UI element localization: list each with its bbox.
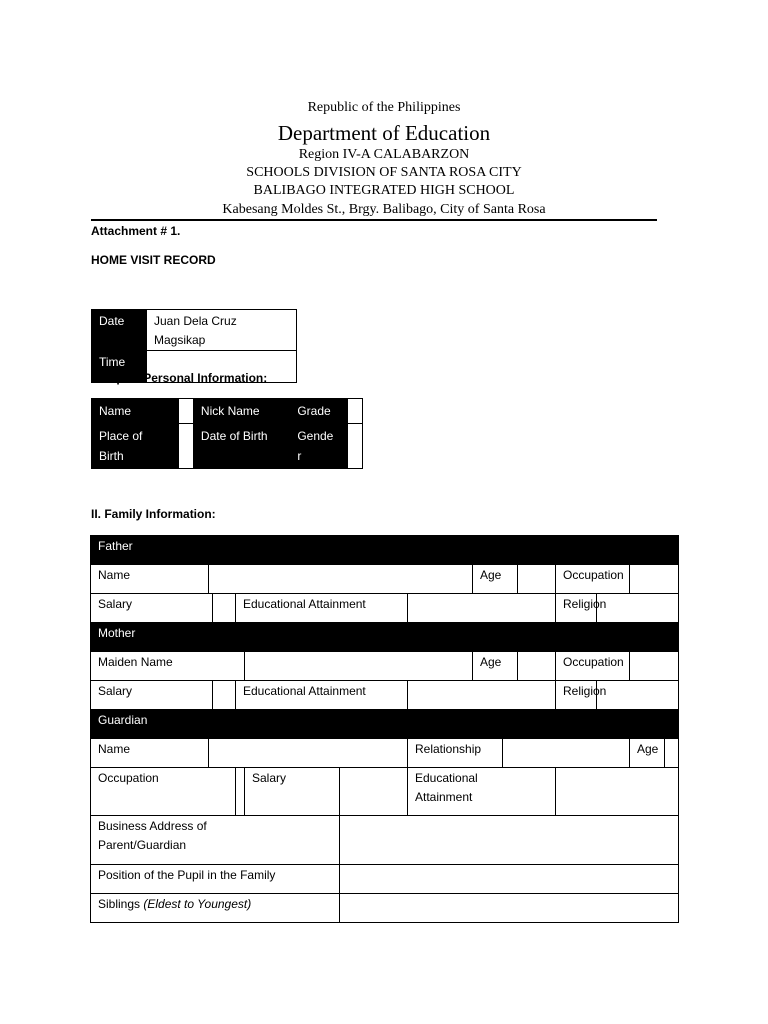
department-title: Department of Education — [277, 121, 491, 145]
mother-salary-label: Salary — [91, 681, 213, 710]
family-info-table — [90, 535, 679, 923]
mother-maiden-name-label: Maiden Name — [91, 652, 245, 681]
mother-education-label: Educational Attainment — [236, 681, 408, 710]
form-title: HOME VISIT RECORD — [91, 253, 216, 267]
father-education-label: Educational Attainment — [236, 594, 408, 623]
siblings-note: (Eldest to Youngest) — [143, 897, 252, 911]
mother-religion-field[interactable] — [597, 681, 679, 710]
gender-line1: Gende — [297, 429, 334, 443]
grade-label: Grade — [290, 399, 348, 424]
place-of-birth-line1: Place of — [99, 429, 143, 443]
guardian-salary-field[interactable] — [340, 768, 408, 816]
position-field[interactable] — [340, 865, 679, 894]
father-age-field[interactable] — [518, 565, 556, 594]
mother-occupation-field[interactable] — [630, 652, 679, 681]
date-field[interactable]: Juan Dela Cruz Magsikap — [147, 310, 297, 351]
guardian-relationship-label: Relationship — [408, 739, 503, 768]
guardian-name-field[interactable] — [209, 739, 408, 768]
father-name-field[interactable] — [209, 565, 473, 594]
father-occupation-label: Occupation — [556, 565, 630, 594]
place-of-birth-field[interactable] — [178, 424, 193, 469]
nick-name-label: Nick Name — [193, 399, 289, 424]
father-religion-label: Religion — [556, 594, 597, 623]
guardian-relationship-field[interactable] — [503, 739, 630, 768]
guardian-age-label: Age — [630, 739, 665, 768]
gender-label — [290, 424, 348, 469]
attachment-label: Attachment # 1. — [91, 224, 181, 238]
business-address-label — [91, 816, 340, 865]
pupil-name-field[interactable] — [178, 399, 193, 424]
business-address-field[interactable] — [340, 816, 679, 865]
father-religion-field[interactable] — [597, 594, 679, 623]
mother-education-field[interactable] — [408, 681, 556, 710]
father-occupation-field[interactable] — [630, 565, 679, 594]
division-line: SCHOOLS DIVISION OF SANTA ROSA CITY — [246, 165, 522, 180]
father-age-label: Age — [473, 565, 518, 594]
place-of-birth-label — [92, 424, 179, 469]
republic-header: Republic of the Philippines — [307, 100, 461, 115]
siblings-field[interactable] — [340, 894, 679, 923]
guardian-education-label — [408, 768, 556, 816]
mother-salary-field[interactable] — [213, 681, 236, 710]
date-of-birth-label: Date of Birth — [193, 424, 289, 469]
siblings-label — [91, 894, 340, 923]
region-line: Region IV-A CALABARZON — [298, 147, 470, 162]
mother-occupation-label: Occupation — [556, 652, 630, 681]
guardian-age-field[interactable] — [665, 739, 679, 768]
mother-maiden-name-field[interactable] — [245, 652, 473, 681]
guardian-salary-label: Salary — [245, 768, 340, 816]
pupil-name-label: Name — [92, 399, 179, 424]
father-header: Father — [91, 536, 679, 565]
gender-field[interactable] — [347, 424, 362, 469]
date-label: Date — [92, 310, 147, 351]
business-address-line2: Parent/Guardian — [98, 838, 187, 852]
place-of-birth-line2: Birth — [99, 449, 124, 463]
address-line: Kabesang Moldes St., Brgy. Balibago, City of Santa Rosa — [222, 202, 546, 217]
pupil-info-table — [91, 398, 363, 469]
section2-title: II. Family Information: — [91, 507, 216, 521]
section1-title: I. Pupil’s Personal Information: — [91, 371, 268, 385]
mother-religion-label: Religion — [556, 681, 597, 710]
guardian-occupation-label: Occupation — [91, 768, 236, 816]
header-divider — [91, 219, 657, 221]
mother-header: Mother — [91, 623, 679, 652]
gender-line2: r — [297, 449, 302, 463]
mother-age-label: Age — [473, 652, 518, 681]
school-line: BALIBAGO INTEGRATED HIGH SCHOOL — [253, 183, 515, 198]
guardian-education-line2: Attainment — [415, 790, 473, 804]
guardian-education-field[interactable] — [556, 768, 679, 816]
father-salary-field[interactable] — [213, 594, 236, 623]
guardian-header: Guardian — [91, 710, 679, 739]
guardian-name-label: Name — [91, 739, 209, 768]
father-education-field[interactable] — [408, 594, 556, 623]
siblings-text: Siblings — [98, 897, 141, 911]
time-label: Time — [92, 351, 147, 383]
guardian-education-line1: Educational — [415, 771, 478, 785]
father-salary-label: Salary — [91, 594, 213, 623]
father-name-label: Name — [91, 565, 209, 594]
position-label: Position of the Pupil in the Family — [91, 865, 340, 894]
business-address-line1: Business Address of — [98, 819, 207, 833]
mother-age-field[interactable] — [518, 652, 556, 681]
guardian-occupation-field[interactable] — [236, 768, 245, 816]
grade-field[interactable] — [347, 399, 362, 424]
